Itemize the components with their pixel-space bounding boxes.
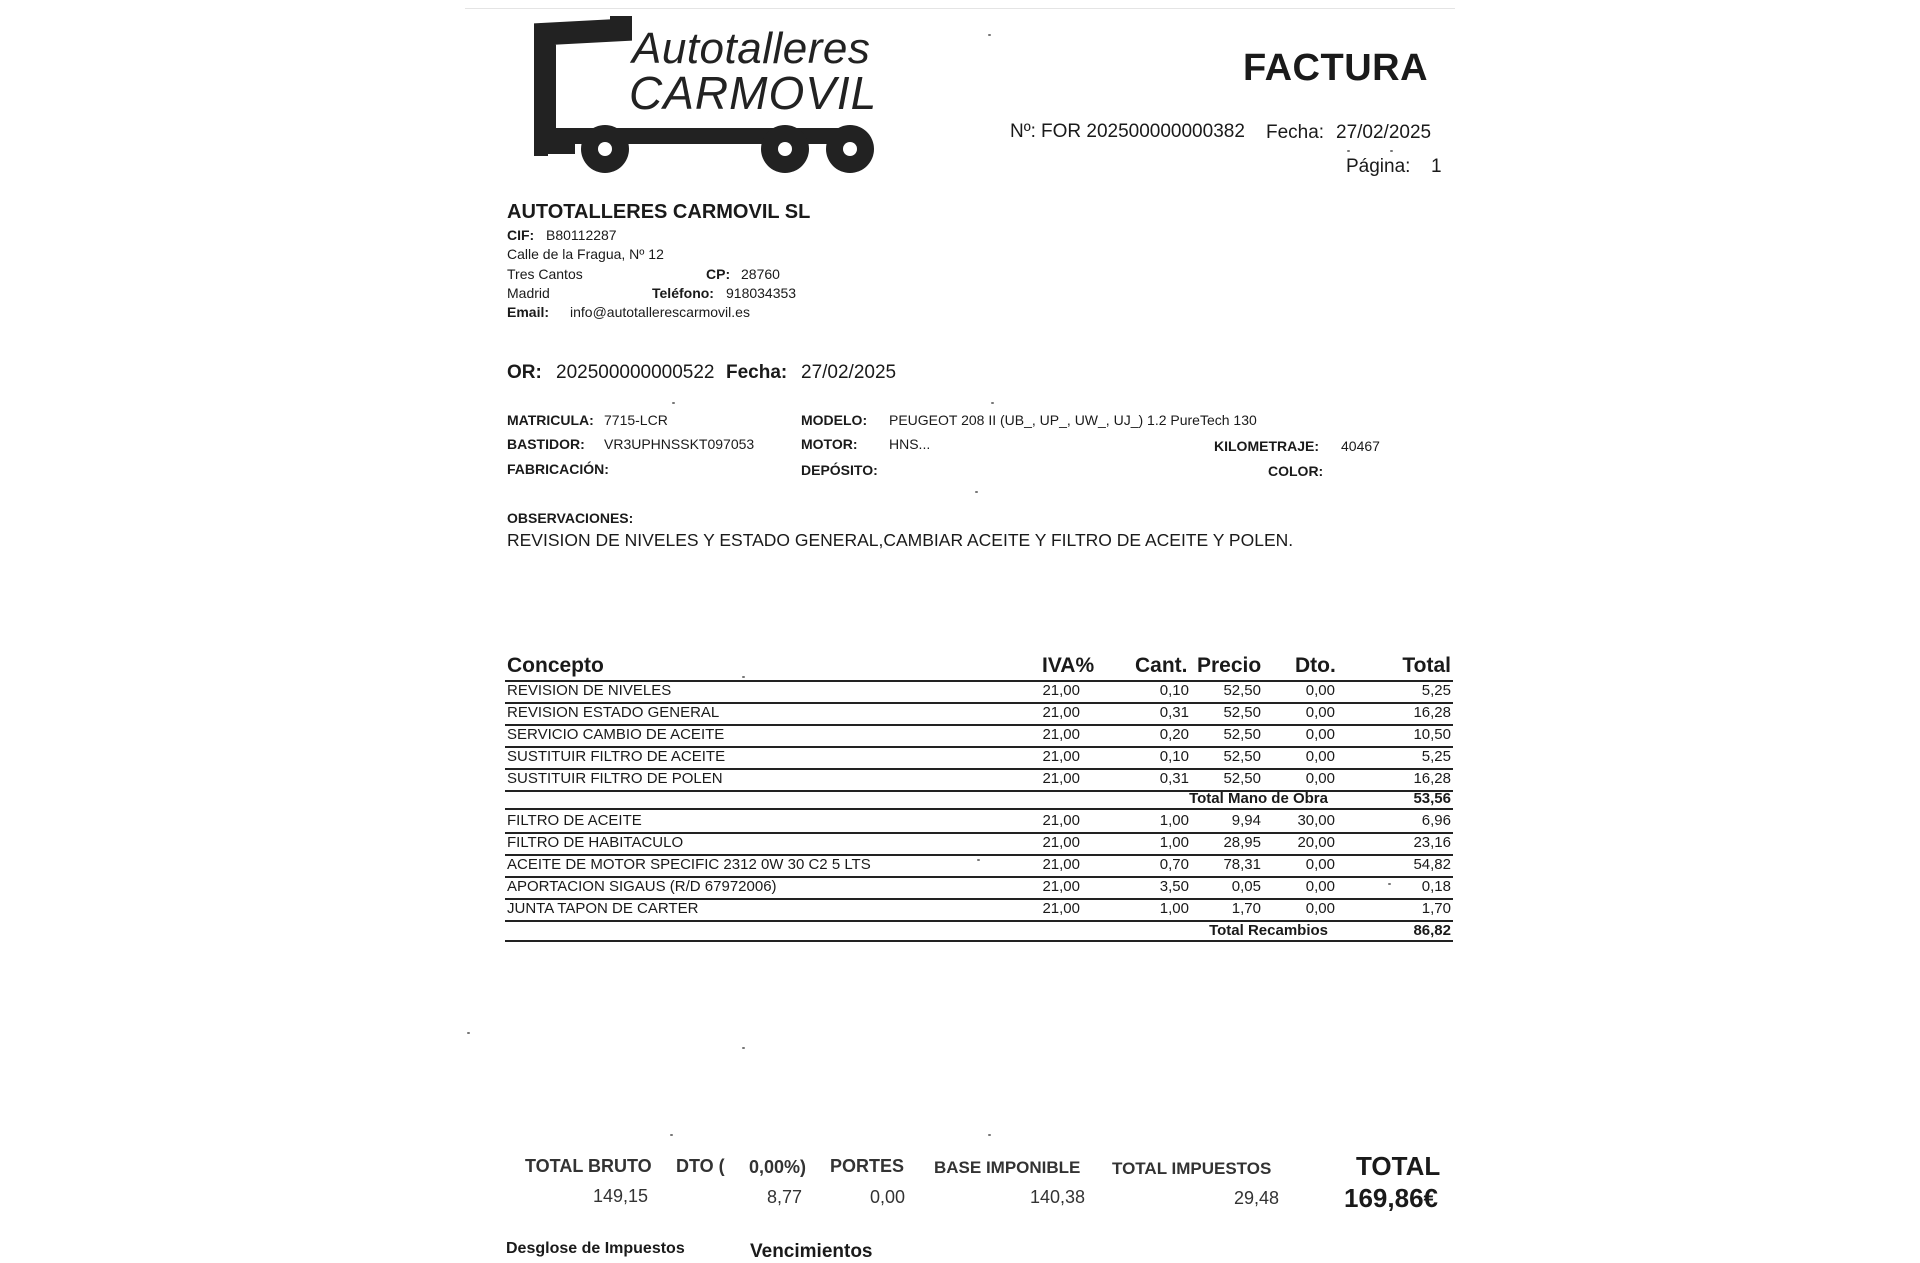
company-address: Calle de la Fragua, Nº 12	[507, 246, 664, 262]
cell-total: 23,16	[1413, 834, 1451, 851]
cell-iva: 21,00	[1042, 682, 1080, 699]
cell-cant: 3,50	[1159, 878, 1189, 895]
cif-label: CIF:	[507, 227, 535, 243]
cell-cant: 1,00	[1159, 812, 1189, 829]
cell-concepto: SERVICIO CAMBIO DE ACEITE	[507, 726, 725, 743]
labor-total-value: 53,56	[1413, 790, 1451, 807]
matricula-value: 7715-LCR	[604, 412, 668, 428]
cell-dto: 0,00	[1305, 748, 1335, 765]
cell-total: 54,82	[1413, 856, 1451, 873]
cell-precio: 52,50	[1223, 682, 1261, 699]
cell-iva: 21,00	[1042, 812, 1080, 829]
cell-iva: 21,00	[1042, 878, 1080, 895]
dto-label: DTO (	[676, 1156, 725, 1176]
email-value: info@autotallerescarmovil.es	[570, 304, 750, 320]
cell-total: 5,25	[1421, 682, 1451, 699]
cell-total: 10,50	[1413, 726, 1451, 743]
total-bruto-value: 149,15	[593, 1186, 649, 1206]
observations-label: OBSERVACIONES:	[507, 510, 634, 526]
cell-total: 16,28	[1413, 704, 1451, 721]
cell-precio: 9,94	[1231, 812, 1261, 829]
cell-dto: 20,00	[1297, 834, 1335, 851]
cell-iva: 21,00	[1042, 704, 1080, 721]
cell-concepto: APORTACION SIGAUS (R/D 67972006)	[507, 878, 777, 895]
table-row	[505, 680, 1453, 704]
cell-dto: 0,00	[1305, 726, 1335, 743]
cell-cant: 0,31	[1159, 704, 1189, 721]
matricula-label: MATRICULA:	[507, 412, 594, 428]
cell-precio: 52,50	[1223, 770, 1261, 787]
table-row	[505, 854, 1453, 878]
logo-line-2: CARMOVIL	[629, 67, 878, 119]
cell-concepto: FILTRO DE ACEITE	[507, 812, 642, 829]
parts-total-label: Total Recambios	[1209, 922, 1328, 939]
due-label: Vencimientos	[750, 1241, 873, 1262]
cell-concepto: REVISION ESTADO GENERAL	[507, 704, 720, 721]
cell-concepto: FILTRO DE HABITACULO	[507, 834, 684, 851]
cell-precio: 52,50	[1223, 726, 1261, 743]
impuestos-label: TOTAL IMPUESTOS	[1112, 1159, 1272, 1178]
cell-precio: 0,05	[1231, 878, 1261, 895]
portes-label: PORTES	[830, 1156, 905, 1176]
company-name: AUTOTALLERES CARMOVIL SL	[507, 201, 811, 223]
cell-precio: 78,31	[1223, 856, 1261, 873]
invoice-date-label: Fecha:	[1266, 122, 1325, 143]
table-row	[505, 746, 1453, 770]
phone-label: Teléfono:	[652, 285, 714, 301]
cp-label: CP:	[706, 266, 731, 282]
table-row	[505, 876, 1453, 900]
cell-dto: 30,00	[1297, 812, 1335, 829]
cell-dto: 0,00	[1305, 704, 1335, 721]
col-precio: Precio	[1197, 654, 1262, 677]
invoice-number: FOR 202500000000382	[1041, 121, 1245, 142]
cell-precio: 52,50	[1223, 704, 1261, 721]
document-title: FACTURA	[1243, 47, 1429, 89]
kilometraje-label: KILOMETRAJE:	[1214, 438, 1319, 454]
cell-total: 6,96	[1421, 812, 1451, 829]
base-value: 140,38	[1030, 1187, 1086, 1207]
company-city: Tres Cantos	[507, 266, 583, 282]
cell-cant: 0,31	[1159, 770, 1189, 787]
fabricacion-label: FABRICACIÓN:	[507, 461, 609, 477]
table-row	[505, 702, 1453, 726]
cp-value: 28760	[741, 266, 780, 282]
cell-total: 5,25	[1421, 748, 1451, 765]
color-label: COLOR:	[1268, 463, 1324, 479]
observations-text: REVISION DE NIVELES Y ESTADO GENERAL,CAMBIAR ACEITE Y FILTRO DE ACEITE Y POLEN.	[507, 530, 1294, 550]
dto-value: 8,77	[767, 1187, 803, 1207]
cif-value: B80112287	[546, 227, 617, 243]
cell-cant: 0,70	[1159, 856, 1189, 873]
bastidor-label: BASTIDOR:	[507, 436, 585, 452]
cell-cant: 0,20	[1159, 726, 1189, 743]
phone-value: 918034353	[726, 285, 797, 301]
cell-total: 0,18	[1421, 878, 1451, 895]
cell-iva: 21,00	[1042, 856, 1080, 873]
labor-total-row	[505, 788, 1453, 810]
grand-total-value: 169,86€	[1344, 1183, 1438, 1213]
motor-value: HNS...	[889, 436, 931, 452]
cell-dto: 0,00	[1305, 900, 1335, 917]
total-bruto-label: TOTAL BRUTO	[525, 1156, 652, 1176]
table-row	[505, 724, 1453, 748]
cell-precio: 28,95	[1223, 834, 1261, 851]
cell-cant: 1,00	[1159, 900, 1189, 917]
cell-total: 16,28	[1413, 770, 1451, 787]
modelo-label: MODELO:	[801, 412, 868, 428]
cell-iva: 21,00	[1042, 770, 1080, 787]
parts-total-row	[505, 920, 1453, 942]
cell-concepto: JUNTA TAPON DE CARTER	[507, 900, 699, 917]
cell-iva: 21,00	[1042, 726, 1080, 743]
deposito-label: DEPÓSITO:	[801, 462, 878, 478]
cell-dto: 0,00	[1305, 878, 1335, 895]
cell-total: 1,70	[1421, 900, 1451, 917]
motor-label: MOTOR:	[801, 436, 858, 452]
cell-cant: 1,00	[1159, 834, 1189, 851]
cell-dto: 0,00	[1305, 682, 1335, 699]
cell-cant: 0,10	[1159, 748, 1189, 765]
cell-cant: 0,10	[1159, 682, 1189, 699]
cell-concepto: ACEITE DE MOTOR SPECIFIC 2312 0W 30 C2 5 LTS	[507, 856, 871, 873]
cell-dto: 0,00	[1305, 770, 1335, 787]
cell-concepto: REVISION DE NIVELES	[507, 682, 672, 699]
email-label: Email:	[507, 304, 550, 320]
dto-pct: 0,00%)	[749, 1157, 807, 1177]
company-province: Madrid	[507, 285, 550, 301]
cell-concepto: SUSTITUIR FILTRO DE ACEITE	[507, 748, 726, 765]
logo-line-1: Autotalleres	[632, 24, 871, 73]
cell-precio: 52,50	[1223, 748, 1261, 765]
col-iva: IVA%	[1042, 654, 1095, 677]
page-label: Página:	[1346, 156, 1411, 177]
page-number: 1	[1431, 156, 1442, 177]
cell-precio: 1,70	[1231, 900, 1261, 917]
or-label: OR:	[507, 362, 542, 383]
table-header	[505, 652, 1453, 682]
invoice-number-label: Nº:	[1010, 121, 1036, 142]
cell-iva: 21,00	[1042, 834, 1080, 851]
cell-concepto: SUSTITUIR FILTRO DE POLEN	[507, 770, 723, 787]
portes-value: 0,00	[870, 1187, 906, 1207]
grand-total-label: TOTAL	[1356, 1151, 1441, 1181]
parts-total-value: 86,82	[1413, 922, 1451, 939]
or-number: 202500000000522	[556, 362, 715, 383]
cell-iva: 21,00	[1042, 748, 1080, 765]
cell-dto: 0,00	[1305, 856, 1335, 873]
col-dto: Dto.	[1295, 654, 1336, 677]
impuestos-value: 29,48	[1234, 1188, 1280, 1208]
invoice-date: 27/02/2025	[1336, 122, 1432, 143]
modelo-value: PEUGEOT 208 II (UB_, UP_, UW_, UJ_) 1.2 PureTech 130	[889, 412, 1257, 428]
page-top-edge	[465, 8, 1455, 9]
labor-total-label: Total Mano de Obra	[1189, 790, 1328, 807]
col-total: Total	[1402, 654, 1451, 677]
cell-iva: 21,00	[1042, 900, 1080, 917]
or-date-label: Fecha:	[726, 362, 788, 383]
table-row	[505, 898, 1453, 922]
table-row	[505, 832, 1453, 856]
col-cant: Cant.	[1135, 654, 1188, 677]
bastidor-value: VR3UPHNSSKT097053	[604, 436, 755, 452]
base-label: BASE IMPONIBLE	[934, 1158, 1081, 1177]
table-row	[505, 810, 1453, 834]
tax-breakdown-label: Desglose de Impuestos	[506, 1240, 685, 1257]
kilometraje-value: 40467	[1341, 438, 1380, 454]
or-date: 27/02/2025	[801, 362, 897, 383]
col-concepto: Concepto	[507, 654, 604, 677]
company-logo	[525, 16, 925, 176]
